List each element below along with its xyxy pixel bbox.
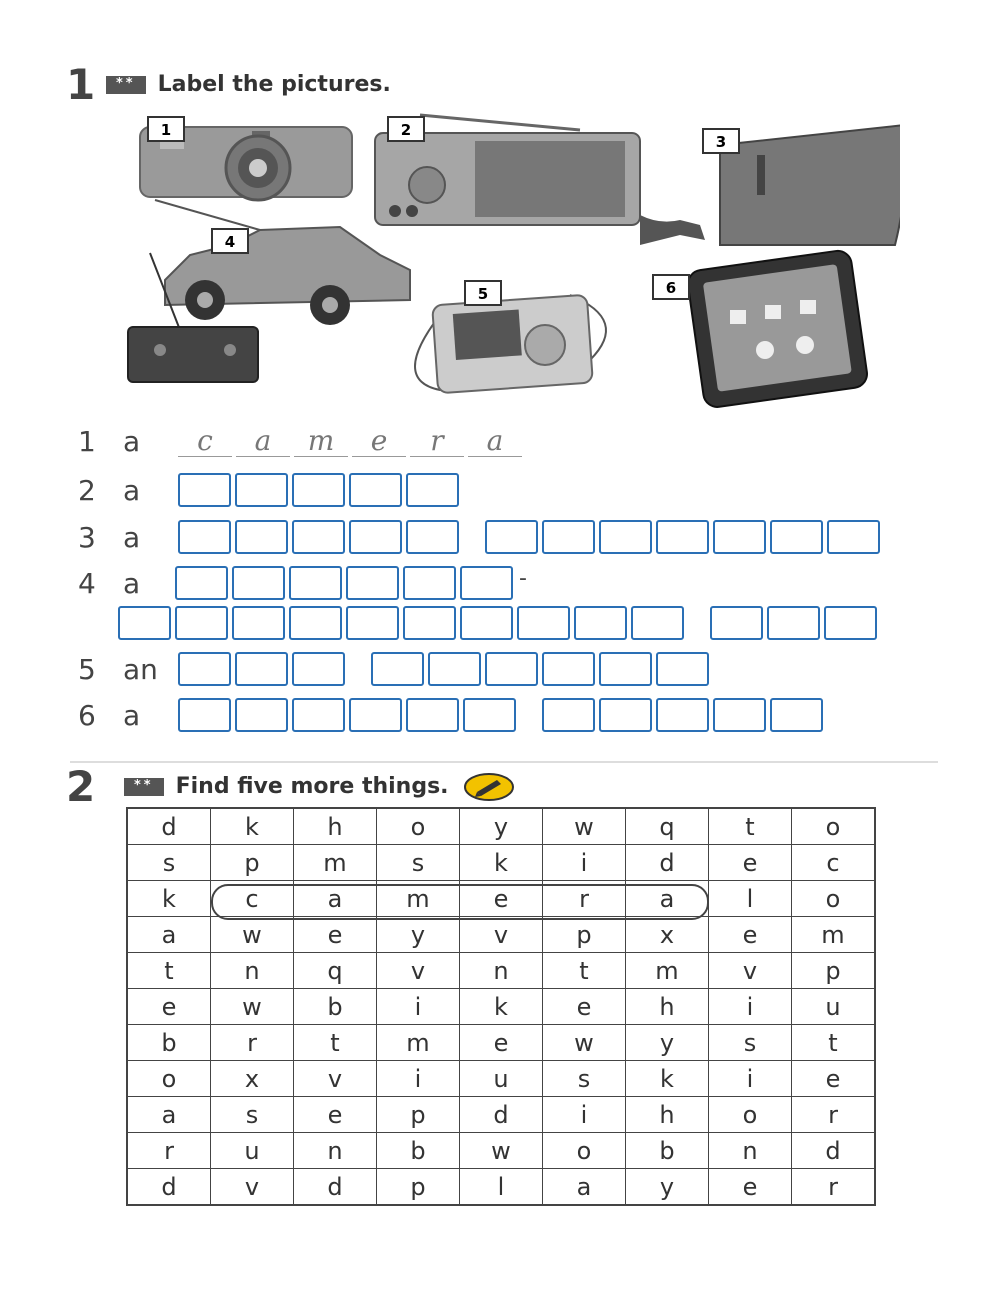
letter-box[interactable] <box>232 606 285 640</box>
grid-cell[interactable]: i <box>543 1097 626 1133</box>
exercise-instruction: Find five more things. <box>175 774 449 799</box>
grid-cell[interactable]: s <box>709 1025 792 1061</box>
grid-cell[interactable]: t <box>792 1025 876 1061</box>
item-article: an <box>123 652 158 686</box>
exercise-2-heading <box>66 762 515 811</box>
grid-cell[interactable]: c <box>792 845 876 881</box>
grid-cell[interactable]: p <box>377 1169 460 1206</box>
grid-row <box>127 1025 875 1061</box>
item-row-6 <box>78 698 827 732</box>
grid-cell[interactable]: q <box>626 808 709 845</box>
grid-cell[interactable]: d <box>626 845 709 881</box>
smartphone-icon <box>686 249 869 409</box>
letter-box[interactable] <box>406 698 459 732</box>
picture-label-2 <box>388 117 424 141</box>
letter-box[interactable] <box>178 520 231 554</box>
grid-cell[interactable]: i <box>709 989 792 1025</box>
letter-box[interactable] <box>292 698 345 732</box>
grid-cell[interactable]: d <box>792 1133 876 1169</box>
grid-cell[interactable]: e <box>543 989 626 1025</box>
item-article: a <box>123 520 141 554</box>
letter-box[interactable] <box>349 698 402 732</box>
grid-cell[interactable]: e <box>709 917 792 953</box>
grid-row <box>127 953 875 989</box>
letter-boxes <box>175 566 527 600</box>
letter-box[interactable] <box>656 698 709 732</box>
item-number: 4 <box>78 566 96 600</box>
grid-cell[interactable]: r <box>543 881 626 917</box>
grid-cell[interactable]: n <box>294 1133 377 1169</box>
hyphen: - <box>519 566 527 591</box>
grid-cell[interactable]: c <box>211 881 294 917</box>
letter-box[interactable] <box>232 566 285 600</box>
grid-cell[interactable]: e <box>294 917 377 953</box>
letter-box[interactable] <box>346 606 399 640</box>
grid-cell[interactable]: n <box>709 1133 792 1169</box>
item-number: 2 <box>78 473 96 507</box>
grid-cell[interactable]: u <box>460 1061 543 1097</box>
letter-box[interactable] <box>292 652 345 686</box>
grid-cell[interactable]: v <box>460 917 543 953</box>
answer-letter: c <box>178 426 232 457</box>
letter-box[interactable] <box>485 520 538 554</box>
grid-cell[interactable]: i <box>377 989 460 1025</box>
grid-row <box>127 917 875 953</box>
grid-row <box>127 845 875 881</box>
letter-box[interactable] <box>827 520 880 554</box>
letter-box[interactable] <box>656 520 709 554</box>
grid-cell[interactable]: h <box>626 989 709 1025</box>
grid-cell[interactable]: w <box>543 1025 626 1061</box>
grid-cell[interactable]: h <box>294 808 377 845</box>
grid-cell[interactable]: e <box>294 1097 377 1133</box>
svg-text:3: 3 <box>715 133 727 151</box>
grid-cell[interactable]: p <box>211 845 294 881</box>
grid-cell[interactable]: d <box>460 1097 543 1133</box>
exercise-number: 1 <box>66 60 96 109</box>
grid-row <box>127 1133 875 1169</box>
letter-box[interactable] <box>824 606 877 640</box>
letter-box[interactable] <box>599 652 652 686</box>
grid-cell[interactable]: t <box>709 808 792 845</box>
item-row-5 <box>78 652 713 686</box>
letter-boxes <box>118 606 881 640</box>
letter-boxes <box>178 520 884 554</box>
grid-cell[interactable]: w <box>211 989 294 1025</box>
grid-cell[interactable]: b <box>127 1025 211 1061</box>
letter-box[interactable] <box>542 520 595 554</box>
grid-row <box>127 881 875 917</box>
letter-box[interactable] <box>289 566 342 600</box>
grid-cell[interactable]: u <box>211 1133 294 1169</box>
grid-cell[interactable]: b <box>294 989 377 1025</box>
grid-cell[interactable]: d <box>294 1169 377 1206</box>
letter-box[interactable] <box>349 473 402 507</box>
grid-cell[interactable]: e <box>792 1061 876 1097</box>
letter-box[interactable] <box>175 566 228 600</box>
grid-cell[interactable]: r <box>792 1097 876 1133</box>
grid-cell[interactable]: a <box>127 1097 211 1133</box>
item-article: a <box>123 698 141 732</box>
item-number: 1 <box>78 425 96 458</box>
grid-cell[interactable]: t <box>543 953 626 989</box>
letter-box[interactable] <box>235 652 288 686</box>
game-console-icon <box>640 125 900 245</box>
grid-cell[interactable]: o <box>377 808 460 845</box>
item-article: a <box>123 425 141 458</box>
letter-box[interactable] <box>767 606 820 640</box>
grid-cell[interactable]: b <box>377 1133 460 1169</box>
item-article: a <box>123 566 141 600</box>
grid-cell[interactable]: s <box>377 845 460 881</box>
grid-cell[interactable]: s <box>127 845 211 881</box>
letter-box[interactable] <box>428 652 481 686</box>
pencil-icon <box>463 772 515 802</box>
grid-cell[interactable]: w <box>543 808 626 845</box>
picture-label-6 <box>653 275 689 299</box>
example-answer <box>178 426 526 457</box>
grid-cell[interactable]: e <box>460 881 543 917</box>
letter-box[interactable] <box>235 698 288 732</box>
grid-cell[interactable]: a <box>626 881 709 917</box>
picture-label-4 <box>212 229 248 253</box>
grid-cell[interactable]: p <box>543 917 626 953</box>
grid-cell[interactable]: p <box>377 1097 460 1133</box>
grid-cell[interactable]: y <box>626 1169 709 1206</box>
letter-box[interactable] <box>517 606 570 640</box>
letter-box[interactable] <box>599 520 652 554</box>
answer-letter: e <box>352 426 406 457</box>
item-row-4 <box>78 566 527 600</box>
letter-box[interactable] <box>346 566 399 600</box>
letter-box[interactable] <box>770 698 823 732</box>
svg-text:6: 6 <box>665 279 677 297</box>
letter-box[interactable] <box>713 520 766 554</box>
letter-box[interactable] <box>118 606 171 640</box>
grid-cell[interactable]: e <box>460 1025 543 1061</box>
grid-cell[interactable]: v <box>377 953 460 989</box>
remote-control-car-icon <box>128 200 410 382</box>
pictures-illustration <box>120 105 900 415</box>
letter-box[interactable] <box>656 652 709 686</box>
grid-cell[interactable]: o <box>709 1097 792 1133</box>
grid-row <box>127 989 875 1025</box>
grid-cell[interactable]: l <box>709 881 792 917</box>
svg-text:2: 2 <box>400 121 412 139</box>
grid-cell[interactable]: k <box>460 989 543 1025</box>
grid-row <box>127 1061 875 1097</box>
letter-box[interactable] <box>406 520 459 554</box>
grid-cell[interactable]: k <box>127 881 211 917</box>
exercise-number: 2 <box>66 762 96 811</box>
grid-cell[interactable]: m <box>377 1025 460 1061</box>
item-row-4-continued <box>118 606 881 640</box>
grid-cell[interactable]: v <box>294 1061 377 1097</box>
difficulty-stars: ** <box>124 778 164 796</box>
item-number: 3 <box>78 520 96 554</box>
grid-cell[interactable]: m <box>294 845 377 881</box>
grid-cell[interactable]: d <box>127 1169 211 1206</box>
grid-cell[interactable]: v <box>211 1169 294 1206</box>
answer-letter: m <box>294 426 348 457</box>
grid-cell[interactable]: t <box>294 1025 377 1061</box>
letter-box[interactable] <box>178 652 231 686</box>
letter-boxes <box>178 698 827 732</box>
exercise-instruction: Label the pictures. <box>157 72 391 97</box>
difficulty-stars: ** <box>106 76 146 94</box>
svg-text:5: 5 <box>477 285 489 303</box>
grid-cell[interactable]: n <box>460 953 543 989</box>
letter-box[interactable] <box>349 520 402 554</box>
letter-box[interactable] <box>371 652 424 686</box>
grid-cell[interactable]: a <box>127 917 211 953</box>
letter-box[interactable] <box>178 473 231 507</box>
letter-box[interactable] <box>178 698 231 732</box>
letter-box[interactable] <box>631 606 684 640</box>
letter-box[interactable] <box>292 473 345 507</box>
grid-cell[interactable]: x <box>211 1061 294 1097</box>
grid-cell[interactable]: r <box>127 1133 211 1169</box>
grid-cell[interactable]: k <box>211 808 294 845</box>
grid-cell[interactable]: r <box>211 1025 294 1061</box>
letter-box[interactable] <box>485 652 538 686</box>
word-search-grid <box>126 807 876 1206</box>
item-number: 5 <box>78 652 96 686</box>
letter-box[interactable] <box>175 606 228 640</box>
grid-cell[interactable]: o <box>792 881 876 917</box>
grid-cell[interactable]: e <box>709 845 792 881</box>
item-row-3 <box>78 520 884 554</box>
grid-cell[interactable]: w <box>211 917 294 953</box>
grid-cell[interactable]: h <box>626 1097 709 1133</box>
grid-cell[interactable]: a <box>543 1169 626 1206</box>
letter-box[interactable] <box>460 566 513 600</box>
exercise-1-heading <box>66 60 391 109</box>
grid-cell[interactable]: k <box>626 1061 709 1097</box>
grid-cell[interactable]: s <box>543 1061 626 1097</box>
grid-cell[interactable]: y <box>460 808 543 845</box>
grid-row <box>127 808 875 845</box>
grid-cell[interactable]: v <box>709 953 792 989</box>
grid-cell[interactable]: x <box>626 917 709 953</box>
grid-row <box>127 1097 875 1133</box>
grid-cell[interactable]: i <box>543 845 626 881</box>
letter-box[interactable] <box>542 652 595 686</box>
grid-cell[interactable]: b <box>626 1133 709 1169</box>
grid-cell[interactable]: w <box>460 1133 543 1169</box>
grid-cell[interactable]: n <box>211 953 294 989</box>
grid-cell[interactable]: s <box>211 1097 294 1133</box>
grid-cell[interactable]: a <box>294 881 377 917</box>
grid-cell[interactable]: o <box>127 1061 211 1097</box>
grid-cell[interactable]: y <box>377 917 460 953</box>
grid-cell[interactable]: t <box>127 953 211 989</box>
letter-box[interactable] <box>463 698 516 732</box>
letter-boxes <box>178 652 713 686</box>
grid-cell[interactable]: m <box>626 953 709 989</box>
letter-box[interactable] <box>289 606 342 640</box>
mp3-player-icon <box>415 295 606 394</box>
letter-box[interactable] <box>403 566 456 600</box>
letter-box[interactable] <box>574 606 627 640</box>
letter-box[interactable] <box>599 698 652 732</box>
letter-box[interactable] <box>770 520 823 554</box>
grid-cell[interactable]: e <box>127 989 211 1025</box>
letter-box[interactable] <box>713 698 766 732</box>
letter-box[interactable] <box>542 698 595 732</box>
grid-cell[interactable]: m <box>377 881 460 917</box>
answer-letter: a <box>236 426 290 457</box>
grid-cell[interactable]: r <box>792 1169 876 1206</box>
grid-cell[interactable]: l <box>460 1169 543 1206</box>
grid-cell[interactable]: u <box>792 989 876 1025</box>
grid-cell[interactable]: m <box>792 917 876 953</box>
letter-box[interactable] <box>292 520 345 554</box>
item-number: 6 <box>78 698 96 732</box>
picture-label-5 <box>465 281 501 305</box>
grid-cell[interactable]: i <box>709 1061 792 1097</box>
letter-boxes <box>178 473 463 507</box>
grid-cell[interactable]: i <box>377 1061 460 1097</box>
item-row-2 <box>78 473 463 507</box>
grid-cell[interactable]: q <box>294 953 377 989</box>
answer-letter: a <box>468 426 522 457</box>
grid-cell[interactable]: y <box>626 1025 709 1061</box>
picture-label-3 <box>703 129 739 153</box>
grid-row <box>127 1169 875 1206</box>
picture-label-1 <box>148 117 184 141</box>
letter-box[interactable] <box>710 606 763 640</box>
letter-box[interactable] <box>406 473 459 507</box>
grid-cell[interactable]: e <box>709 1169 792 1206</box>
item-article: a <box>123 473 141 507</box>
grid-cell[interactable]: o <box>543 1133 626 1169</box>
grid-cell[interactable]: o <box>792 808 876 845</box>
letter-box[interactable] <box>460 606 513 640</box>
grid-cell[interactable]: p <box>792 953 876 989</box>
letter-box[interactable] <box>235 473 288 507</box>
svg-text:4: 4 <box>224 233 236 251</box>
answer-letter: r <box>410 426 464 457</box>
grid-cell[interactable]: d <box>127 808 211 845</box>
item-row-1 <box>78 425 526 458</box>
grid-cell[interactable]: k <box>460 845 543 881</box>
letter-box[interactable] <box>403 606 456 640</box>
letter-box[interactable] <box>235 520 288 554</box>
svg-text:1: 1 <box>160 121 172 139</box>
